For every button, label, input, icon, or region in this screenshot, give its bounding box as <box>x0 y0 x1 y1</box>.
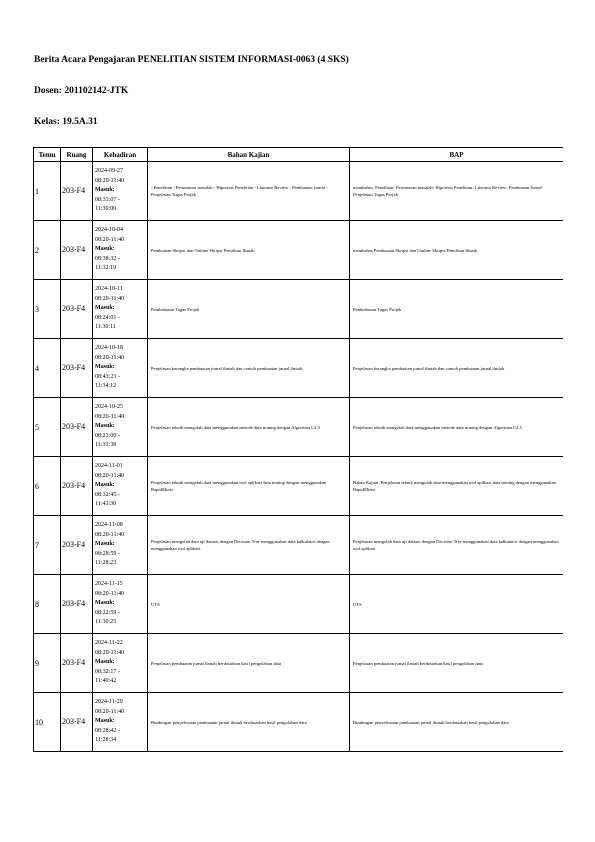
attendance-schedule: 08:20-11:40 <box>95 649 125 656</box>
bap-cell: Bahan Kajian: Penjelasan teknik mengolah data menggunakan tool aplikasi data mining dengan menggunakan RapidMiner <box>350 457 564 516</box>
attendance-checkout-time: 11:40:42 <box>95 678 117 685</box>
table-row <box>34 457 564 516</box>
attendance-checkout-time: 11:30:11 <box>95 324 116 331</box>
attendance-cell <box>93 162 148 221</box>
room-cell: 203-F4 <box>61 398 93 457</box>
attendance-checkin-label: Masuk: <box>95 305 115 312</box>
attendance-checkout-time: 11:28:34 <box>95 737 117 744</box>
study-material-cell: Penjelasan pembuatan jurnal ilmiah berdasarkan hasil pengolahan data <box>148 634 350 693</box>
attendance-checkin-time: 08:22:59 - <box>95 609 120 616</box>
attendance-checkout-time: 11:34:12 <box>95 383 117 390</box>
room-cell: 203-F4 <box>61 693 93 752</box>
attendance-checkin-time: 08:24:01 - <box>95 314 120 321</box>
table-row <box>34 398 564 457</box>
bap-cell: Penjelasan kerangka pembuatan jurnal ilmiah dan contoh pembuatan jurnal ilmiah <box>350 339 564 398</box>
study-material-cell: Pembuatan Skripsi dan Outline Skripsi Penulisan Ilmiah <box>148 221 350 280</box>
attendance-schedule: 08:20-11:40 <box>95 354 125 361</box>
attendance-cell <box>93 516 148 575</box>
attendance-schedule: 08:20-11:40 <box>95 177 125 184</box>
attendance-checkout-time: 11:33:38 <box>95 442 117 449</box>
meeting-number-cell: 6 <box>34 457 61 516</box>
attendance-checkout-time: 11:32:19 <box>95 265 117 272</box>
attendance-date: 2024-11-29 <box>95 699 123 706</box>
meeting-number-cell: 7 <box>34 516 61 575</box>
room-cell: 203-F4 <box>61 457 93 516</box>
table-body <box>34 162 564 752</box>
attendance-checkin-label: Masuk: <box>95 364 115 371</box>
attendance-checkin-time: 08:28:59 - <box>95 550 120 557</box>
meeting-number-cell: 2 <box>34 221 61 280</box>
attendance-schedule: 08:20-11:40 <box>95 590 125 597</box>
meeting-number-cell: 3 <box>34 280 61 339</box>
bap-cell: Penjelasan pembuatan jurnal ilmiah berdasarkan hasil pengolahan data <box>350 634 564 693</box>
attendance-checkin-time: 08:32:17 - <box>95 668 120 675</box>
meeting-number-cell: 9 <box>34 634 61 693</box>
header-bap: BAP <box>350 148 564 162</box>
attendance-checkin-label: Masuk: <box>95 187 115 194</box>
header-temu: Temu <box>34 148 61 162</box>
table-row <box>34 693 564 752</box>
attendance-checkin-label: Masuk: <box>95 423 115 430</box>
study-material-cell: Penjelasan teknik mengolah data menggunakan tool aplikasi data mining dengan menggunakan RapidMiner <box>148 457 350 516</box>
table-row <box>34 162 564 221</box>
bap-cell: membahas Pembuatan Skripsi dan Outline Skripsi Penulisan Ilmiah <box>350 221 564 280</box>
attendance-schedule: 08:20-11:40 <box>95 413 125 420</box>
study-material-cell: Penjelasan mengolah data uji dataset dengan Decision Tree menggunakan data kalkulator dengan menggunakan tool aplikasi <box>148 516 350 575</box>
meeting-number-cell: 8 <box>34 575 61 634</box>
bap-cell: Penjelasan teknik mengolah data menggunakan metode data mining dengan Algoritma C4.5 <box>350 398 564 457</box>
study-material-cell: UTS <box>148 575 350 634</box>
meeting-number-cell: 4 <box>34 339 61 398</box>
attendance-cell <box>93 575 148 634</box>
attendance-date: 2024-10-25 <box>95 404 123 411</box>
attendance-checkin-label: Masuk: <box>95 482 115 489</box>
table-row <box>34 280 564 339</box>
attendance-schedule: 08:20-11:40 <box>95 531 125 538</box>
table-row <box>34 516 564 575</box>
attendance-checkin-time: 08:32:45 - <box>95 491 120 498</box>
study-material-cell: - Penelitian - Perumusan masalah - Hipotesis Penelitian - Literatur Review - Pembuatan Jurnal - Penjelasan Tugas Projek <box>148 162 350 221</box>
attendance-schedule: 08:20-11:40 <box>95 295 125 302</box>
meeting-number-cell: 10 <box>34 693 61 752</box>
room-cell: 203-F4 <box>61 280 93 339</box>
attendance-date: 2024-11-08 <box>95 522 123 529</box>
attendance-checkin-time: 08:33:07 - <box>95 196 120 203</box>
attendance-checkin-time: 08:28:42 - <box>95 727 120 734</box>
table-header-row <box>34 148 564 162</box>
room-cell: 203-F4 <box>61 575 93 634</box>
table-row <box>34 339 564 398</box>
attendance-cell <box>93 280 148 339</box>
document-title: Berita Acara Pengajaran PENELITIAN SISTEM INFORMASI-0063 (4 SKS) <box>34 55 349 65</box>
study-material-cell: Penjelasan teknik mengolah data menggunakan metode data mining dengan Algoritma C4.5 <box>148 398 350 457</box>
attendance-checkout-time: 11:28:23 <box>95 560 117 567</box>
attendance-cell <box>93 693 148 752</box>
study-material-cell: Penjelasan kerangka pembuatan jurnal ilmiah dan contoh pembuatan jurnal ilmiah <box>148 339 350 398</box>
meeting-number-cell: 1 <box>34 162 61 221</box>
bap-table <box>33 147 563 752</box>
attendance-cell <box>93 634 148 693</box>
bap-cell: membahas: Penelitian- Perumusan masalah- Hipotesis Penelitian- Literatur Review- Pembuatan Jurnal- Penjelasan Tugas Projek <box>350 162 564 221</box>
room-cell: 203-F4 <box>61 221 93 280</box>
bap-table-wrapper <box>33 147 563 762</box>
attendance-checkin-label: Masuk: <box>95 541 115 548</box>
header-ruang: Ruang <box>61 148 93 162</box>
attendance-checkin-time: 08:23:00 - <box>95 432 120 439</box>
attendance-cell <box>93 339 148 398</box>
attendance-checkin-time: 08:43:23 - <box>95 373 120 380</box>
class-line: Kelas: 19.5A.31 <box>34 117 98 127</box>
attendance-date: 2024-11-01 <box>95 463 123 470</box>
attendance-cell <box>93 457 148 516</box>
attendance-checkin-time: 08:38:32 - <box>95 255 120 262</box>
room-cell: 203-F4 <box>61 339 93 398</box>
attendance-checkout-time: 11:43:30 <box>95 501 117 508</box>
table-row <box>34 575 564 634</box>
attendance-schedule: 08:20-11:40 <box>95 708 125 715</box>
room-cell: 203-F4 <box>61 516 93 575</box>
header-kehadiran: Kehadiran <box>93 148 148 162</box>
attendance-schedule: 08:20-11:40 <box>95 472 125 479</box>
attendance-checkin-label: Masuk: <box>95 600 115 607</box>
attendance-checkin-label: Masuk: <box>95 659 115 666</box>
table-row <box>34 221 564 280</box>
attendance-date: 2024-09-27 <box>95 168 123 175</box>
attendance-cell <box>93 221 148 280</box>
attendance-checkout-time: 11:30:00 <box>95 206 117 213</box>
attendance-date: 2024-10-04 <box>95 227 123 234</box>
room-cell: 203-F4 <box>61 162 93 221</box>
attendance-date: 2024-10-18 <box>95 345 123 352</box>
attendance-checkin-label: Masuk: <box>95 246 115 253</box>
attendance-cell <box>93 398 148 457</box>
attendance-schedule: 08:20-11:40 <box>95 236 125 243</box>
bap-cell: Pembahasan Tugas Projek <box>350 280 564 339</box>
bap-cell: Penjelasan mengolah data uji dataset dengan Decision Tree menggunakan data kalkulator dengan menggunakan tool aplikasi <box>350 516 564 575</box>
attendance-date: 2024-11-15 <box>95 581 123 588</box>
bap-cell: UTS <box>350 575 564 634</box>
table-row <box>34 634 564 693</box>
attendance-checkout-time: 11:30:23 <box>95 619 117 626</box>
meeting-number-cell: 5 <box>34 398 61 457</box>
attendance-checkin-label: Masuk: <box>95 718 115 725</box>
bap-cell: Bimbingan penyelesaian pembuatan jurnal ilmiah berdasarkan hasil pengolahan data <box>350 693 564 752</box>
lecturer-line: Dosen: 201102142-JTK <box>34 86 129 96</box>
attendance-date: 2024-11-22 <box>95 640 123 647</box>
study-material-cell: Bimbingan penyelesaian pembuatan jurnal ilmiah berdasarkan hasil pengolahan data <box>148 693 350 752</box>
room-cell: 203-F4 <box>61 634 93 693</box>
header-bahan-kajian: Bahan Kajian <box>148 148 350 162</box>
study-material-cell: Pembahasan Tugas Projek <box>148 280 350 339</box>
attendance-date: 2024-10-11 <box>95 286 123 293</box>
